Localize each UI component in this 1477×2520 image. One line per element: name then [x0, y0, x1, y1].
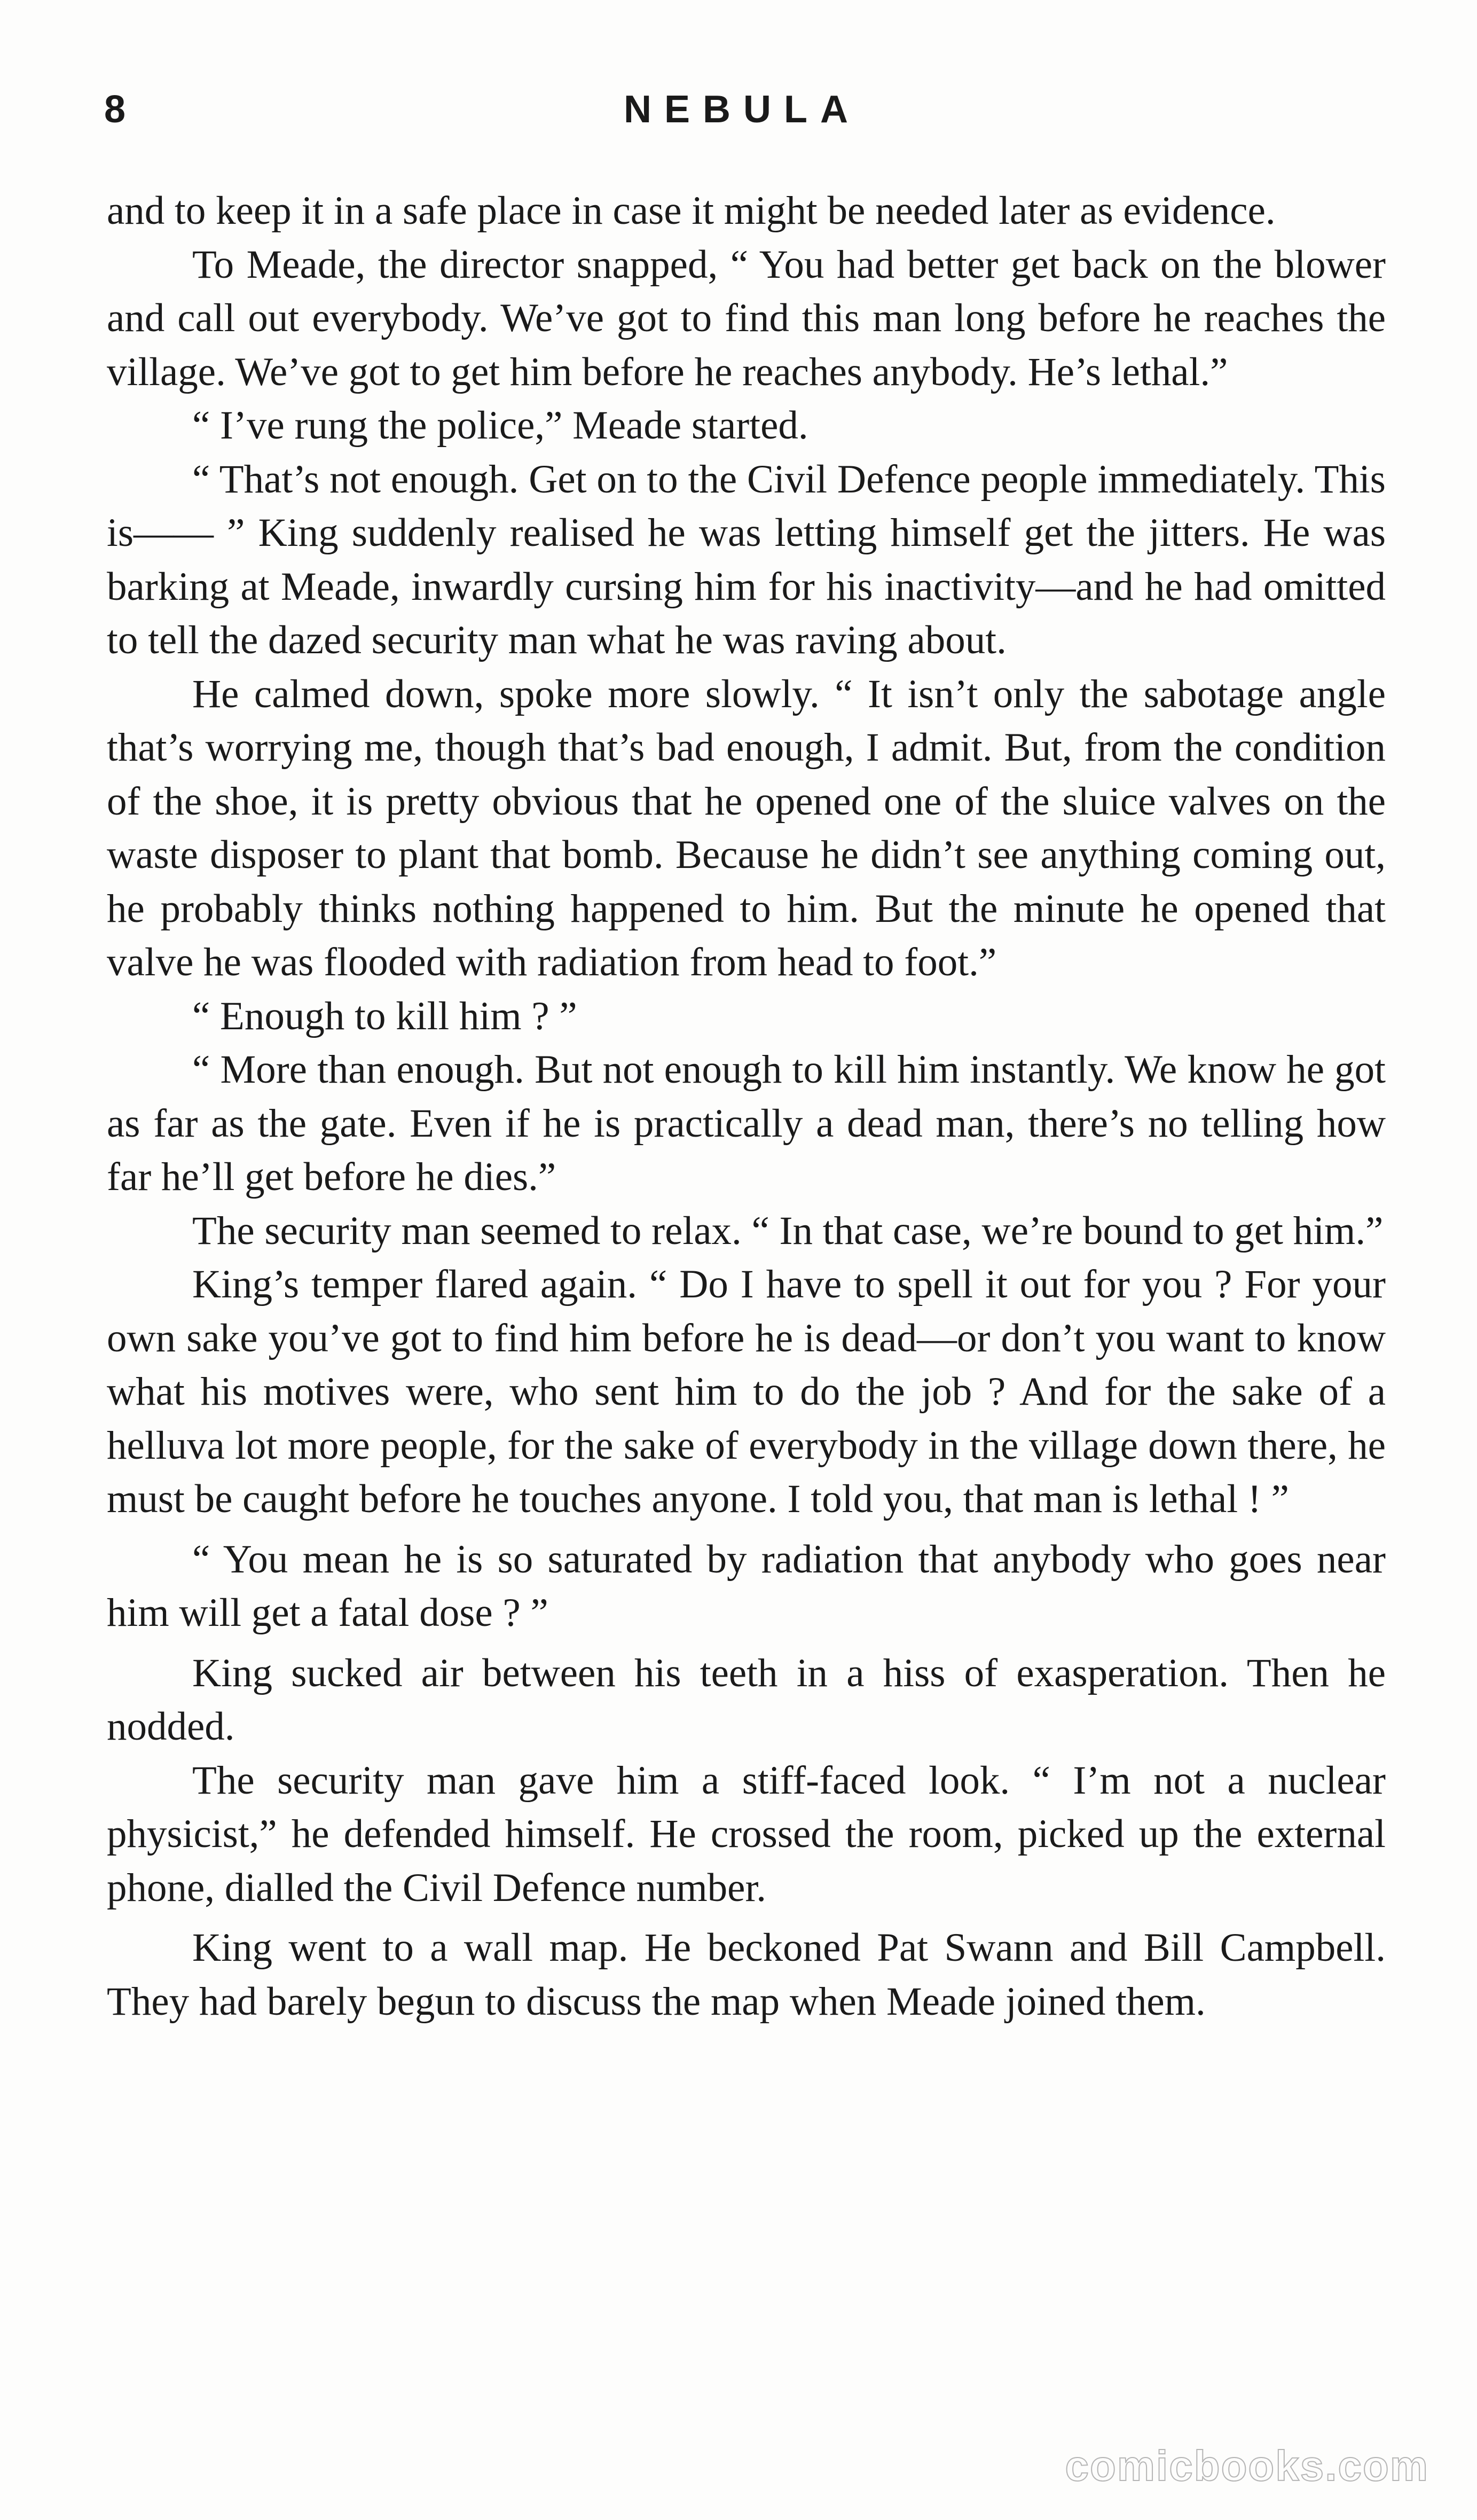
page-header	[104, 80, 1380, 139]
paragraph: King sucked air between his teeth in a hiss of exasperation. Then he nodded.	[107, 1650, 1386, 1749]
paragraph: and to keep it in a safe place in case it might be needed later as evidence.	[107, 189, 1276, 233]
paragraph: He calmed down, spoke more slowly. “ It isn’t only the sabotage angle that’s worrying me, though that’s bad enough, I admit. But, from the condition of the shoe, it is pretty obvious that he opened one of the sluice valves on the waste disposer to plant that bomb. Because he didn’t see anything coming out, he probably thinks nothing happened to him. But the minute he opened that valve he was flooded with radiation from head to foot.”	[107, 671, 1386, 984]
running-title: NEBULA	[624, 88, 861, 131]
body-text	[107, 184, 1386, 2029]
paragraph: “ More than enough. But not enough to kill him instantly. We know he got as far as the gate. Even if he is practically a dead man, there’s no telling how far he’ll get before he dies.”	[107, 1047, 1386, 1199]
paragraph: The security man seemed to relax. “ In that case, we’re bound to get him.”	[192, 1208, 1384, 1253]
paragraph: “ That’s not enough. Get on to the Civil Defence people immediately. This is—— ” King suddenly realised he was letting himself get the jitters. He was barking at Meade, inwardly cursing him for his inactivity—and he had omitted to tell the dazed security man what he was raving about.	[107, 457, 1386, 662]
watermark: comicbooks.com	[1065, 2442, 1429, 2490]
paragraph: “ Enough to kill him ? ”	[192, 993, 577, 1038]
paragraph: King went to a wall map. He beckoned Pat Swann and Bill Campbell. They had barely begun to discuss the map when Meade joined them.	[107, 1926, 1386, 2024]
paragraph: To Meade, the director snapped, “ You had better get back on the blower and call out everybody. We’ve got to find this man long before he reaches the village. We’ve got to get him before he reaches anybody. He’s lethal.”	[107, 242, 1386, 394]
paragraph: “ You mean he is so saturated by radiation that anybody who goes near him will get a fatal dose ? ”	[107, 1537, 1386, 1635]
page-number: 8	[104, 88, 126, 131]
paragraph: King’s temper flared again. “ Do I have to spell it out for you ? For your own sake you’ve got to find him before he is dead—or don’t you want to know what his motives were, who sent him to do the job ? And for the sake of a helluva lot more people, for the sake of everybody in the village down there, he must be caught before he touches anyone. I told you, that man is lethal ! ”	[107, 1262, 1386, 1521]
paragraph: The security man gave him a stiff-faced look. “ I’m not a nuclear physicist,” he defended himself. He crossed the room, picked up the external phone, dialled the Civil Defence number.	[107, 1758, 1386, 1910]
paragraph: “ I’ve rung the police,” Meade started.	[192, 403, 808, 448]
